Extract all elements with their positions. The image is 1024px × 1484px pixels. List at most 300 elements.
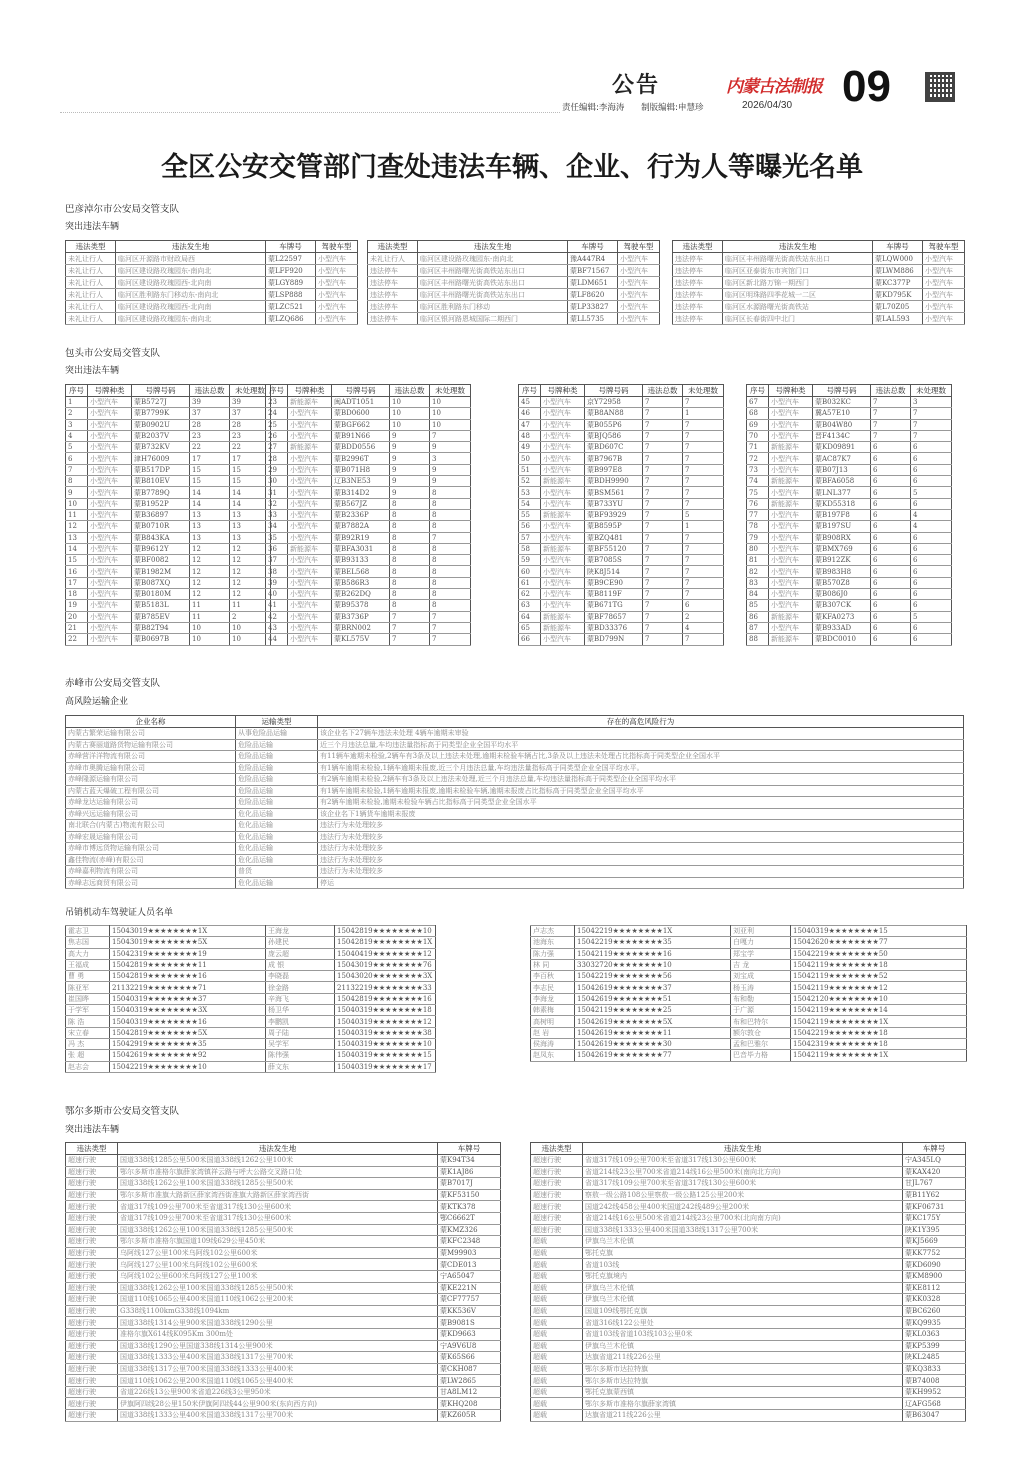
table-row (531, 1201, 966, 1213)
unprocessed-count: 12 (230, 543, 271, 554)
serial-number: 4 (66, 430, 88, 441)
plate-number: 蒙KK0328 (903, 1294, 966, 1306)
person-name: 于广源 (731, 1005, 791, 1016)
plate-number: 蒙B197SU (813, 521, 871, 532)
vehicle-type: 小型汽车 (923, 289, 965, 301)
unprocessed-count: 5 (683, 509, 724, 520)
plate-number: 蒙KD55318 (813, 498, 871, 509)
table-row (747, 600, 952, 611)
violation-location: 伊旗阿四线28公里150米伊旗阿四线44公里900米(东向西方向) (118, 1398, 438, 1410)
plate-number: 蒙KZ605R (438, 1410, 501, 1422)
chifeng-subtitle: 高风险运输企业 (65, 697, 129, 707)
transport-type: 危化品运输 (236, 831, 318, 843)
serial-number: 30 (266, 476, 288, 487)
table-row (66, 1352, 501, 1364)
plate-number: 津H76009 (132, 453, 190, 464)
table-row (531, 1005, 967, 1016)
violation-total: 7 (643, 543, 683, 554)
plate-number: 宁A65047 (438, 1270, 501, 1282)
person-name: 李百秋 (531, 971, 575, 982)
table-row (747, 464, 952, 475)
violation-type: 违法停车 (368, 265, 418, 277)
plate-type: 小型汽车 (541, 464, 585, 475)
header-row (66, 241, 358, 253)
license-id: 15042119★★★★★★★★18 (791, 959, 967, 970)
violation-total: 12 (190, 543, 230, 554)
table-row (266, 600, 471, 611)
violation-location: 临河区丰州路曙光街高铁站东出口 (418, 289, 568, 301)
violation-location: 国道338线1333公里400米国道338线1317公里700米 (118, 1352, 438, 1364)
vehicle-type: 小型汽车 (316, 253, 358, 265)
violation-location: 国道338线1333公里400米国道338线1317公里700米 (583, 1224, 903, 1236)
plate-number: 蒙BMX769 (813, 543, 871, 554)
table-row (66, 1155, 501, 1167)
newspaper-logo: 内蒙古法制报 (726, 77, 822, 97)
violation-type: 超速行驶 (531, 1178, 583, 1190)
plate-number: 蒙B1982M (132, 566, 190, 577)
table-row (519, 408, 724, 419)
column-header: 违法总数 (190, 385, 230, 397)
violation-type: 超速行驶 (66, 1212, 118, 1224)
violation-total: 7 (643, 521, 683, 532)
person-name: 布和巴特尔 (731, 1016, 791, 1027)
unprocessed-count: 8 (430, 589, 471, 600)
unprocessed-count: 6 (911, 453, 952, 464)
column-header: 违法发生地 (418, 241, 568, 253)
violation-total: 15 (190, 464, 230, 475)
plate-number: 蒙B7085S (585, 555, 643, 566)
plate-number: 蒙B3736P (332, 611, 390, 622)
responsible-editor: 责任编辑:李海涛 (562, 103, 625, 113)
vehicle-type: 小型汽车 (923, 253, 965, 265)
risk-behavior: 违法行为未处理较多 (318, 831, 964, 843)
violation-location: 省道214线23公里700米省道214线16公里500米(南向北方向) (583, 1166, 903, 1178)
plate-number: 蒙BC6260 (903, 1305, 966, 1317)
table-row (66, 1259, 501, 1271)
table-row (266, 498, 471, 509)
person-name: 吴学军 (266, 1038, 335, 1049)
serial-number: 75 (747, 487, 769, 498)
unprocessed-count: 7 (430, 430, 471, 441)
table-row (531, 1027, 967, 1038)
unprocessed-count: 1 (683, 521, 724, 532)
plate-number: 蒙KJ5669 (903, 1236, 966, 1248)
violation-type: 未礼让行人 (368, 253, 418, 265)
plate-number: 蒙B997E8 (585, 464, 643, 475)
violation-total: 7 (643, 487, 683, 498)
column-header: 违法发生地 (583, 1143, 903, 1155)
table-row (531, 1166, 966, 1178)
table-row (66, 1363, 501, 1375)
serial-number: 17 (66, 577, 88, 588)
plate-number: 蒙KP5399 (903, 1340, 966, 1352)
violation-type: 超载 (531, 1317, 583, 1329)
license-id: 15042319★★★★★★★★18 (791, 1038, 967, 1049)
table-row (66, 1166, 501, 1178)
violation-total: 7 (871, 430, 911, 441)
violation-type: 违法停车 (673, 265, 723, 277)
violation-total: 7 (871, 408, 911, 419)
unprocessed-count: 8 (430, 555, 471, 566)
plate-type: 新能源车 (541, 543, 585, 554)
enterprise-name: 赤峰宏晟运输有限公司 (66, 831, 236, 843)
risk-behavior: 有2辆车逾期未检验,2辆车有3条及以上违法未处理,近三个月违法总量,车均违法量指标高于同类型企业全国平均水平 (318, 774, 964, 786)
bayannur-table-1 (65, 240, 358, 325)
unprocessed-count: 10 (230, 634, 271, 645)
violation-type: 超速行驶 (66, 1259, 118, 1271)
plate-type: 小型汽车 (288, 634, 332, 645)
person-name: 张 超 (66, 1050, 110, 1061)
violation-location: 鄂托克旗境内 (583, 1270, 903, 1282)
serial-number: 31 (266, 487, 288, 498)
plate-type: 新能源车 (288, 442, 332, 453)
plate-type: 小型汽车 (88, 634, 132, 645)
table-row (519, 622, 724, 633)
table-row (519, 521, 724, 532)
unprocessed-count: 12 (230, 577, 271, 588)
unprocessed-count: 7 (683, 634, 724, 645)
plate-number: 蒙BFA3031 (332, 543, 390, 554)
table-row (66, 982, 436, 993)
unprocessed-count: 9 (430, 476, 471, 487)
person-name: 孙建民 (266, 937, 335, 948)
plate-number: 蒙KD795K (873, 289, 923, 301)
person-name: 薛文东 (266, 1061, 335, 1072)
table-row (531, 937, 967, 948)
table-row (747, 589, 952, 600)
plate-type: 小型汽车 (88, 487, 132, 498)
violation-total: 10 (390, 419, 430, 430)
violation-location: 临河区胜利路东门移动东-南向北 (116, 289, 266, 301)
plate-type: 小型汽车 (541, 419, 585, 430)
plate-type: 小型汽车 (288, 453, 332, 464)
vehicle-type: 小型汽车 (923, 265, 965, 277)
violation-location: 国道242线458公里400米国道242线489公里200米 (583, 1201, 903, 1213)
table-row (519, 543, 724, 554)
plate-number: 陕K8J514 (585, 566, 643, 577)
transport-type: 危险品运输 (236, 751, 318, 763)
violation-total: 22 (190, 442, 230, 453)
serial-number: 46 (519, 408, 541, 419)
page-number: 09 (842, 62, 891, 111)
plate-number: 蒙B9CE90 (585, 577, 643, 588)
plate-number: 蒙B5727J (132, 397, 190, 408)
serial-number: 83 (747, 577, 769, 588)
table-row (519, 498, 724, 509)
violation-total: 6 (871, 577, 911, 588)
plate-number: 蒙BFA6058 (813, 476, 871, 487)
plate-type: 小型汽车 (288, 430, 332, 441)
serial-number: 19 (66, 600, 88, 611)
violation-location: 临河区丰州路曙光街高铁站东出口 (418, 265, 568, 277)
license-id: 15040319★★★★★★★★16 (110, 1016, 266, 1027)
violation-type: 超载 (531, 1259, 583, 1271)
license-id: 15040319★★★★★★★★15 (335, 1050, 436, 1061)
unprocessed-count: 6 (911, 464, 952, 475)
unprocessed-count: 9 (430, 464, 471, 475)
unprocessed-count: 6 (911, 634, 952, 645)
plate-number: 蒙B11Y62 (903, 1189, 966, 1201)
header-row (531, 1143, 966, 1155)
violation-total: 7 (643, 577, 683, 588)
license-id: 15042119★★★★★★★★52 (791, 971, 967, 982)
plate-type: 小型汽车 (288, 600, 332, 611)
plate-type: 小型汽车 (88, 611, 132, 622)
plate-number: 蒙B7789Q (132, 487, 190, 498)
person-name: 刘亚利 (731, 926, 791, 937)
table-row (66, 1212, 501, 1224)
plate-type: 小型汽车 (541, 555, 585, 566)
serial-number: 66 (519, 634, 541, 645)
violation-total: 15 (190, 476, 230, 487)
person-name: 白嘎力 (731, 937, 791, 948)
violation-total: 6 (871, 611, 911, 622)
plate-number: 蒙B93133 (332, 555, 390, 566)
table-row (531, 1294, 966, 1306)
serial-number: 51 (519, 464, 541, 475)
violation-total: 8 (390, 589, 430, 600)
transport-type: 危险品运输 (236, 785, 318, 797)
table-row (747, 509, 952, 520)
plate-number: 蒙KL0363 (903, 1328, 966, 1340)
plate-type: 新能源车 (288, 397, 332, 408)
violation-type: 超速行驶 (66, 1166, 118, 1178)
serial-number: 61 (519, 577, 541, 588)
column-header: 号牌号码 (585, 385, 643, 397)
plate-type: 小型汽车 (288, 476, 332, 487)
plate-type: 小型汽车 (541, 442, 585, 453)
violation-type: 违法停车 (673, 277, 723, 289)
license-id: 15042619★★★★★★★★77 (575, 1050, 731, 1061)
plate-number: 蒙KK7752 (903, 1247, 966, 1259)
violation-total: 12 (190, 577, 230, 588)
violation-total: 9 (390, 442, 430, 453)
serial-number: 34 (266, 521, 288, 532)
violation-location: G338线1100kmG338线1094km (118, 1305, 438, 1317)
unprocessed-count: 6 (911, 476, 952, 487)
issue-date: 2026/04/30 (742, 100, 793, 111)
unprocessed-count: 4 (911, 509, 952, 520)
plate-number: 蒙KK536V (438, 1305, 501, 1317)
risk-behavior: 违法行为未处理较多 (318, 820, 964, 832)
plate-type: 小型汽车 (88, 543, 132, 554)
serial-number: 39 (266, 577, 288, 588)
violation-total: 14 (190, 498, 230, 509)
plate-number: 蒙KE8112 (903, 1282, 966, 1294)
plate-number: 蒙BSM561 (585, 487, 643, 498)
page-headline: 全区公安交管部门查处违法车辆、企业、行为人等曝光名单 (161, 152, 863, 183)
person-name: 郑宝学 (731, 948, 791, 959)
violation-location: 伊旗乌兰木伦镇 (583, 1294, 903, 1306)
table-row (66, 566, 271, 577)
editor-credits (562, 101, 717, 113)
baotou-table-4 (746, 384, 952, 646)
violation-total: 6 (871, 442, 911, 453)
table-row (673, 253, 965, 265)
table-row (66, 877, 964, 889)
plate-type: 小型汽车 (88, 464, 132, 475)
plate-number: 蒙LDM651 (568, 277, 618, 289)
license-id: 15042219★★★★★★★★35 (575, 937, 731, 948)
plate-type: 小型汽车 (769, 543, 813, 554)
plate-number: 蒙KFA0273 (813, 611, 871, 622)
violation-type: 未礼让行人 (66, 265, 116, 277)
violation-type: 超速行驶 (66, 1247, 118, 1259)
violation-location: 达旗省道211线226公里 (583, 1410, 903, 1422)
plate-number: 蒙B2037V (132, 430, 190, 441)
vehicle-type: 小型汽车 (316, 301, 358, 313)
plate-type: 小型汽车 (288, 532, 332, 543)
header-row (66, 385, 271, 397)
violation-total: 7 (643, 566, 683, 577)
plate-number: 蒙BF78657 (585, 611, 643, 622)
unprocessed-count: 5 (911, 487, 952, 498)
plate-number: 蒙KQ9935 (903, 1317, 966, 1329)
violation-total: 6 (871, 543, 911, 554)
table-row (531, 926, 967, 937)
violation-type: 超载 (531, 1270, 583, 1282)
vehicle-type: 小型汽车 (618, 313, 660, 325)
violation-total: 6 (871, 634, 911, 645)
baotou-agency: 包头市公安局交管支队 (65, 348, 161, 359)
serial-number: 47 (519, 419, 541, 430)
column-header: 企业名称 (66, 716, 236, 728)
violation-type: 违法停车 (673, 289, 723, 301)
column-header: 违法类型 (66, 241, 116, 253)
person-name: 李鹏凯 (266, 1016, 335, 1027)
violation-location: 临河区水源路曙光街高铁站 (723, 301, 873, 313)
serial-number: 60 (519, 566, 541, 577)
person-name: 李晓磊 (266, 971, 335, 982)
column-header: 号牌号码 (132, 385, 190, 397)
plate-number: 蒙B04W80 (813, 419, 871, 430)
person-name: 于学军 (66, 1005, 110, 1016)
enterprise-name: 内蒙古赛丽道路货物运输有限公司 (66, 739, 236, 751)
violation-type: 超速行驶 (66, 1410, 118, 1422)
violation-total: 10 (190, 634, 230, 645)
violation-total: 7 (871, 397, 911, 408)
serial-number: 23 (266, 397, 288, 408)
table-row (368, 313, 660, 325)
serial-number: 24 (266, 408, 288, 419)
violation-total: 7 (643, 498, 683, 509)
violation-location: 鄂托克旗蒙西镇 (583, 1386, 903, 1398)
violation-type: 超载 (531, 1398, 583, 1410)
violation-total: 7 (390, 634, 430, 645)
table-row (66, 808, 964, 820)
plate-number: 蒙B7799K (132, 408, 190, 419)
serial-number: 43 (266, 622, 288, 633)
violation-type: 超速行驶 (531, 1201, 583, 1213)
table-row (66, 1270, 501, 1282)
violation-total: 7 (643, 453, 683, 464)
risk-behavior: 违法行为未处理较多 (318, 843, 964, 855)
unprocessed-count: 7 (430, 634, 471, 645)
violation-location: 国道338线1317公里700米国道338线1333公里400米 (118, 1363, 438, 1375)
serial-number: 49 (519, 442, 541, 453)
violation-total: 7 (643, 634, 683, 645)
plate-number: 蒙BF71567 (568, 265, 618, 277)
table-row (747, 419, 952, 430)
table-row (747, 622, 952, 633)
violation-type: 未礼让行人 (66, 313, 116, 325)
person-name: 宋立春 (66, 1027, 110, 1038)
person-name: 孟和巴雅尔 (731, 1038, 791, 1049)
person-name: 高大力 (66, 948, 110, 959)
plate-number: 蒙B567JZ (332, 498, 390, 509)
table-row (747, 476, 952, 487)
violation-type: 违法停车 (368, 289, 418, 301)
person-name: 李志民 (531, 982, 575, 993)
table-row (266, 464, 471, 475)
table-row (531, 959, 967, 970)
enterprise-name: 赤峰兴远运输有限公司 (66, 808, 236, 820)
violation-type: 超速行驶 (66, 1155, 118, 1167)
plate-number: 蒙B843KA (132, 532, 190, 543)
plate-type: 小型汽车 (769, 532, 813, 543)
plate-number: 甘JL767 (903, 1178, 966, 1190)
license-id: 15042319★★★★★★★★19 (110, 948, 266, 959)
violation-type: 超速行驶 (66, 1224, 118, 1236)
plate-number: 蒙B8119F (585, 589, 643, 600)
column-header: 序号 (519, 385, 541, 397)
table-row (266, 634, 471, 645)
plate-type: 新能源车 (769, 634, 813, 645)
vehicle-type: 小型汽车 (316, 289, 358, 301)
person-name: 赵凤东 (531, 1050, 575, 1061)
violation-location: 达旗省道211线226公里 (583, 1352, 903, 1364)
plate-number: 蒙B933AD (813, 622, 871, 633)
serial-number: 35 (266, 532, 288, 543)
plate-number: 蒙KF53150 (438, 1189, 501, 1201)
column-header: 违法类型 (66, 1143, 118, 1155)
plate-type: 小型汽车 (88, 566, 132, 577)
person-name: 池海东 (531, 937, 575, 948)
table-row (66, 453, 271, 464)
header-row (747, 385, 952, 397)
serial-number: 79 (747, 532, 769, 543)
vehicle-type: 小型汽车 (618, 253, 660, 265)
plate-number: 宁A9V6U8 (438, 1340, 501, 1352)
serial-number: 18 (66, 589, 88, 600)
violation-total: 13 (190, 521, 230, 532)
unprocessed-count: 7 (683, 442, 724, 453)
violation-type: 违法停车 (673, 253, 723, 265)
violation-total: 7 (390, 611, 430, 622)
plate-number: 蒙BD799N (585, 634, 643, 645)
table-row (266, 555, 471, 566)
ordos-agency: 鄂尔多斯市公安局交管支队 (65, 1106, 180, 1117)
transport-type: 危化品运输 (236, 808, 318, 820)
transport-type: 普货 (236, 866, 318, 878)
table-row (519, 589, 724, 600)
plate-number: 蒙B071H8 (332, 464, 390, 475)
license-id: 15043019★★★★★★★★76 (335, 959, 436, 970)
plate-number: 蒙LNL377 (813, 487, 871, 498)
column-header: 号牌种类 (288, 385, 332, 397)
column-header: 号牌种类 (88, 385, 132, 397)
person-name: 林 同 (531, 959, 575, 970)
unprocessed-count: 1 (683, 408, 724, 419)
table-row (66, 430, 271, 441)
transport-type: 危化品运输 (236, 820, 318, 832)
violation-type: 超载 (531, 1247, 583, 1259)
plate-number: 蒙B7017J (438, 1178, 501, 1190)
transport-type: 危险品运输 (236, 762, 318, 774)
violation-location: 临河区建设路玫瑰园西-北向南 (116, 277, 266, 289)
serial-number: 57 (519, 532, 541, 543)
plate-type: 小型汽车 (541, 408, 585, 419)
